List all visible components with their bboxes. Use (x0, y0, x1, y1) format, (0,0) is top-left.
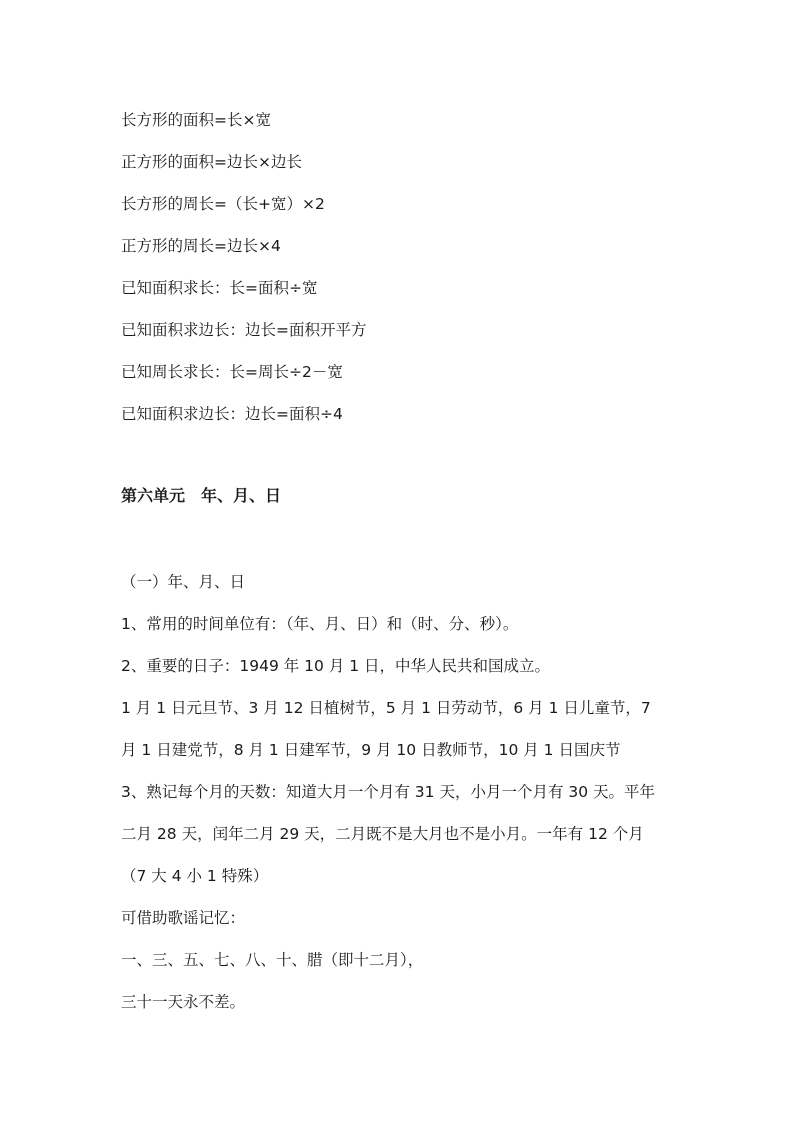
body-line: 二月 28 天，闰年二月 29 天，二月既不是大月也不是小月。一年有 12 个月 (121, 825, 644, 843)
formula-line: 已知面积求边长：边长=面积÷4 (121, 405, 343, 423)
formula-line: 已知面积求边长：边长=面积开平方 (121, 321, 367, 339)
formula-line: 正方形的周长=边长×4 (121, 237, 281, 255)
formula-line: 长方形的周长=（长+宽）×2 (121, 195, 325, 213)
body-line: （7 大 4 小 1 特殊） (121, 867, 269, 885)
body-line: 2、重要的日子：1949 年 10 月 1 日，中华人民共和国成立。 (121, 657, 551, 675)
body-line: 月 1 日建党节，8 月 1 日建军节，9 月 10 日教师节，10 月 1 日国庆节 (121, 741, 621, 759)
formula-line: 已知周长求长：长=周长÷2－宽 (121, 363, 343, 381)
formula-line: 已知面积求长：长=面积÷宽 (121, 279, 318, 297)
body-line: 一、三、五、七、八、十、腊（即十二月）， (121, 951, 424, 969)
formula-line: 正方形的面积=边长×边长 (121, 153, 302, 171)
body-line: 三十一天永不差。 (121, 993, 246, 1011)
formula-line: 长方形的面积=长×宽 (121, 111, 271, 129)
body-line: 可借助歌谣记忆： (121, 909, 246, 927)
body-line: 1、常用的时间单位有：（年、月、日）和（时、分、秒）。 (121, 615, 519, 633)
body-line: 3、熟记每个月的天数：知道大月一个月有 31 天，小月一个月有 30 天。平年 (121, 783, 656, 801)
unit-heading: 第六单元 年、月、日 (121, 486, 282, 505)
body-line: 1 月 1 日元旦节、3 月 12 日植树节，5 月 1 日劳动节，6 月 1 日儿童节，7 (121, 699, 651, 717)
section-heading: （一）年、月、日 (121, 573, 246, 591)
